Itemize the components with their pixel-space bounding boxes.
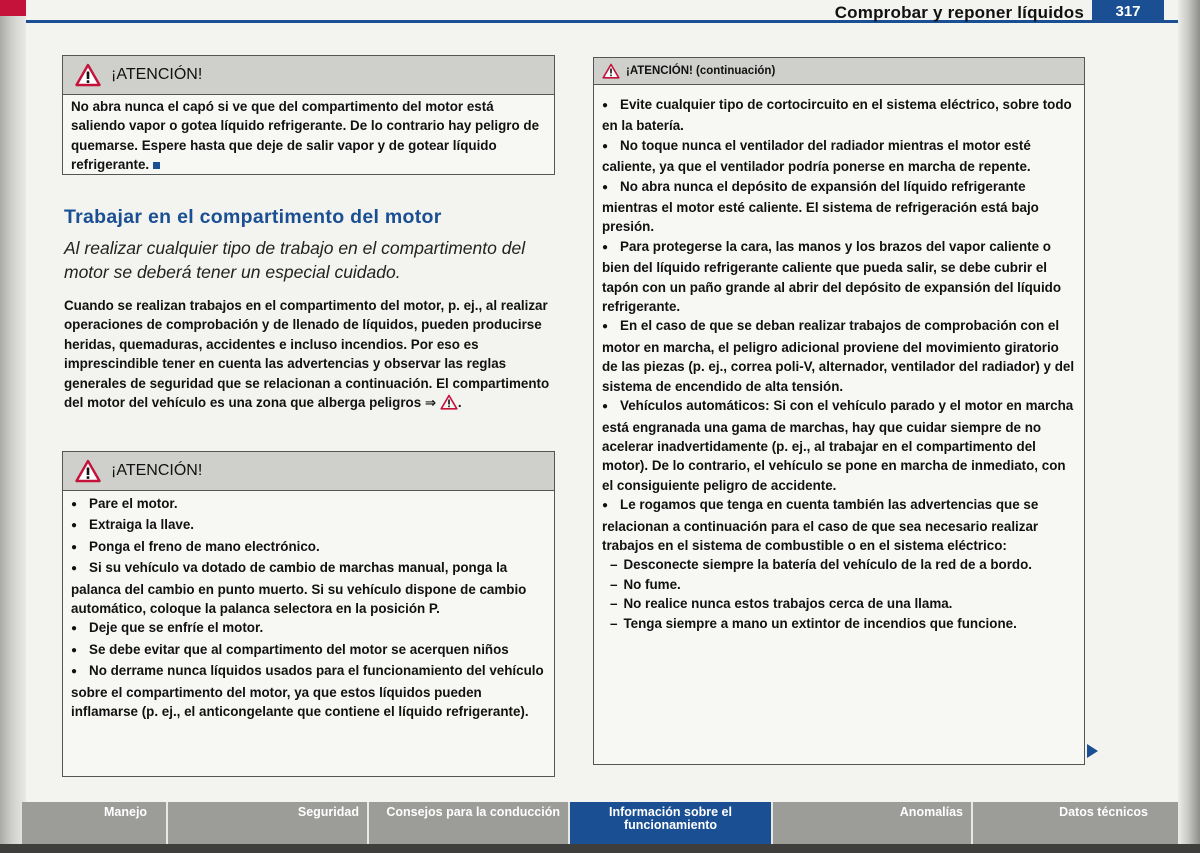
warning-box-engine-work <box>62 451 555 777</box>
list-item: ● Extraiga la llave. <box>71 515 546 536</box>
bottom-nav <box>22 802 1178 844</box>
warning-title: ¡ATENCIÓN! (continuación) <box>626 65 776 77</box>
sub-list-item: – No fume. <box>602 575 1076 594</box>
warning-title: ¡ATENCIÓN! <box>111 66 203 83</box>
tab-consejos-conduccion[interactable] <box>369 802 570 844</box>
list-item: ● Le rogamos que tenga en cuenta también las advertencias que se relacionan a continuación para el caso de que sea necesario realizar trabajos en el sistema de combustible o en el sistema eléctrico: <box>602 495 1076 555</box>
warning-body <box>63 95 554 179</box>
list-item: ● No toque nunca el ventilador del radiador mientras el motor esté caliente, ya que el ventilador podría ponerse en marcha de repente. <box>602 136 1076 177</box>
section-title: Trabajar en el compartimento del motor <box>64 206 442 228</box>
right-page-edge <box>1178 0 1200 853</box>
warning-box-continuation <box>593 57 1085 765</box>
sub-list-item: – Desconecte siempre la batería del vehículo de la red de a bordo. <box>602 555 1076 574</box>
tab-seguridad[interactable] <box>168 802 369 844</box>
list-item: ● Pare el motor. <box>71 494 546 515</box>
tab-label: Información sobre el funcionamiento <box>609 805 732 832</box>
tab-manejo[interactable] <box>22 802 168 844</box>
sub-list-item: – No realice nunca estos trabajos cerca de una llama. <box>602 594 1076 613</box>
list-item: ● Deje que se enfríe el motor. <box>71 618 546 639</box>
warning-header <box>594 58 1084 85</box>
tab-label: Manejo <box>104 805 148 819</box>
bottom-band <box>0 844 1200 853</box>
list-item: ● Se debe evitar que al compartimento del motor se acerquen niños <box>71 640 546 661</box>
list-item: ● En el caso de que se deban realizar trabajos de comprobación con el motor en marcha, el peligro adicional proviene del movimiento giratorio de las piezas (p. ej., correa poli-V, alternador, ventilador del radiador) y del sistema de encendido de alta tensión. <box>602 316 1076 396</box>
tab-label: Datos técnicos <box>1059 805 1148 819</box>
list-item: ● Para protegerse la cara, las manos y los brazos del vapor caliente o bien del líquido refrigerante caliente que pueda salir, se debe cubrir el tapón con un paño grande al abrir del depósito de expansión del líquido refrigerante. <box>602 237 1076 317</box>
list-item: ● Vehículos automáticos: Si con el vehículo parado y el motor en marcha está engranada una gama de marchas, hay que cuidar siempre de no acelerar inadvertidamente (p. ej., al trabajar en el compartimento del motor). De lo contrario, el vehículo se pone en marcha de inmediato, con el consiguiente peligro de accidente. <box>602 396 1076 495</box>
tab-label: Seguridad <box>297 805 359 819</box>
warning-reference-icon[interactable] <box>440 394 458 410</box>
list-item: ● Evite cualquier tipo de cortocircuito en el sistema eléctrico, sobre todo en la batería. <box>602 95 1076 136</box>
list-item: ● Ponga el freno de mano electrónico. <box>71 537 546 558</box>
page-number: 317 <box>1092 0 1164 23</box>
left-page-edge <box>0 0 26 853</box>
warning-triangle-icon <box>75 459 101 483</box>
warning-title: ¡ATENCIÓN! <box>111 462 203 479</box>
warning-header <box>63 452 554 491</box>
warning-box-engine-steam <box>62 55 555 175</box>
continue-arrow-icon[interactable] <box>1087 744 1098 758</box>
running-title: Comprobar y reponer líquidos <box>834 3 1084 22</box>
tab-anomalias[interactable] <box>773 802 973 844</box>
tab-label: Consejos para la conducción <box>386 805 560 819</box>
tab-informacion-funcionamiento[interactable] <box>570 802 773 844</box>
warning-header <box>63 56 554 95</box>
list-item: ● No abra nunca el depósito de expansión del líquido refrigerante mientras el motor esté caliente. El sistema de refrigeración está bajo presión. <box>602 177 1076 237</box>
body-text: Cuando se realizan trabajos en el compartimento del motor, p. ej., al realizar operaciones de comprobación y de llenado de líquidos, pueden producirse heridas, quemaduras, accidentes e incluso incendios. Por eso es imprescindible tener en cuenta las advertencias y observar las reglas generales de seguridad que se relacionan a continuación. El compartimento del motor del vehículo es una zona que alberga peligros ⇒ <box>64 298 550 411</box>
warning-text: No abra nunca el capó si ve que del compartimento del motor está saliendo vapor o gotea líquido refrigerante. De lo contrario hay peligro de quemarse. Espere hasta que deje de salir vapor y de gotear líquido refrigerante. <box>71 99 540 173</box>
warning-triangle-icon <box>602 63 620 79</box>
warning-triangle-icon <box>75 63 101 87</box>
section-subtitle: Al realizar cualquier tipo de trabajo en el compartimento del motor se deberá tener un especial cuidado. <box>64 238 526 282</box>
tab-datos-tecnicos[interactable] <box>973 802 1178 844</box>
list-item: ● No derrame nunca líquidos usados para el funcionamiento del vehículo sobre el compartimento del motor, ya que estos líquidos pueden inflamarse (p. ej., el anticongelante que contiene el líquido refrigerante). <box>71 661 546 721</box>
list-item: ● Si su vehículo va dotado de cambio de marchas manual, ponga la palanca del cambio en punto muerto. Si su vehículo dispone de cambio automático, coloque la palanca selectora en la posición P. <box>71 558 546 618</box>
warning-body <box>63 491 554 725</box>
end-of-section-icon <box>153 162 160 169</box>
tab-label: Anomalías <box>899 805 963 819</box>
sub-list-item: – Tenga siempre a mano un extintor de incendios que funcione. <box>602 614 1076 633</box>
warning-body <box>594 85 1084 637</box>
body-paragraph: Cuando se realizan trabajos en el compartimento del motor, p. ej., al realizar operaciones de comprobación y de llenado de líquidos, pueden producirse heridas, quemaduras, accidentes e incluso incendios. Por eso es imprescindible tener en cuenta las advertencias y observar las reglas generales de seguridad que se relacionan a continuación. El compartimento del motor del vehículo es una zona que alberga peligros ⇒ . <box>64 298 550 411</box>
